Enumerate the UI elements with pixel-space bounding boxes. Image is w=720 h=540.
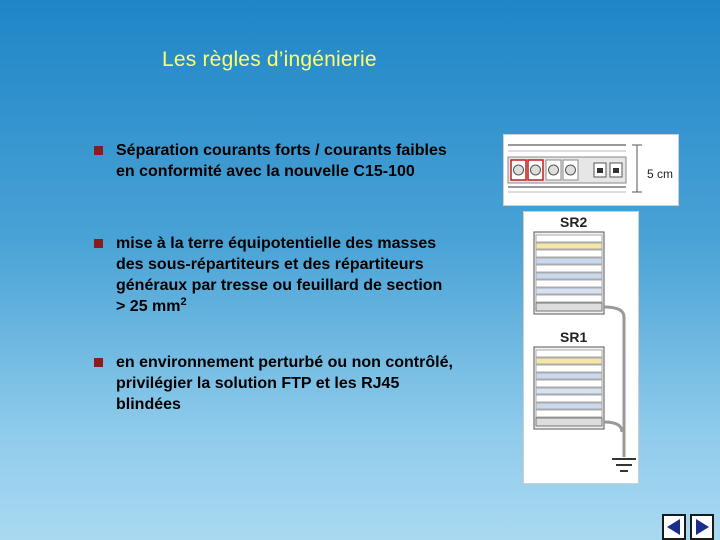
cable-tray-figure [503, 134, 679, 206]
bullet-text: Séparation courants forts / courants faibles en conformité avec la nouvelle C15-100 [116, 142, 447, 180]
slide-title: Les règles d’ingénierie [162, 48, 377, 71]
next-slide-button[interactable] [690, 514, 714, 540]
bullet-superscript: 2 [180, 296, 187, 308]
bullet-text [116, 233, 456, 317]
bullet-marker-icon [94, 146, 103, 155]
bullet-marker-icon [94, 358, 103, 367]
triangle-left-icon [667, 519, 680, 535]
triangle-right-icon [696, 519, 709, 535]
rack-figure [523, 211, 639, 484]
rack-label-sr2: SR2 [560, 214, 588, 230]
bullet-marker-icon [94, 239, 103, 248]
rack-label-sr1: SR1 [560, 329, 588, 345]
previous-slide-button[interactable] [662, 514, 686, 540]
bullet-text: en environnement perturbé ou non contrôlé, privilégier la solution FTP et les RJ45 blindées [116, 354, 453, 413]
bullet-text-main: mise à la terre équipotentielle des masses des sous-répartiteurs et des répartiteurs généraux par tresse ou feuillard de section > 25 mm [116, 235, 443, 315]
dimension-label: 5 cm [647, 167, 674, 181]
